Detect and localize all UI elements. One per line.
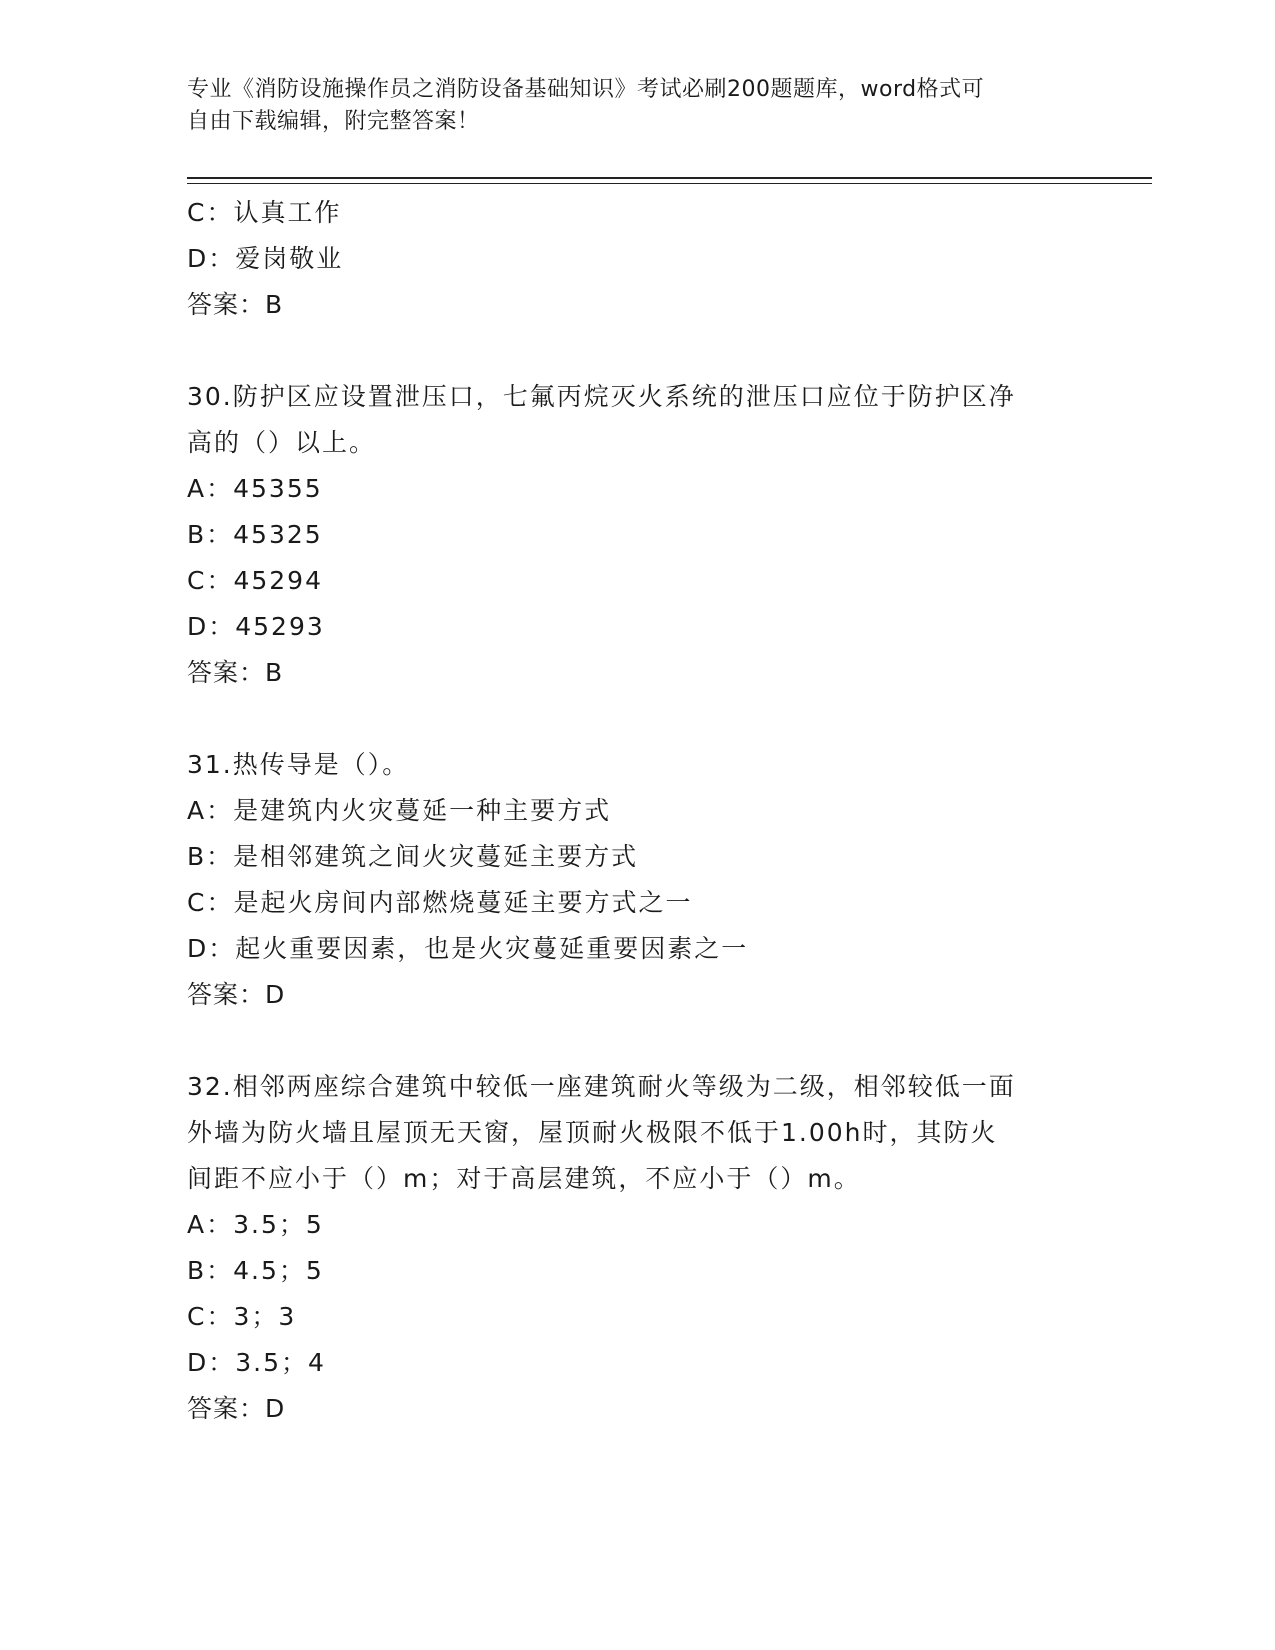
- option-a: A：45355: [187, 474, 323, 503]
- answer: 答案：B: [187, 658, 284, 687]
- question-text-line: 间距不应小于（）m；对于高层建筑，不应小于（）m。: [187, 1164, 861, 1193]
- spacer: [187, 696, 1087, 742]
- question-text-line: 31.热传导是（）。: [187, 750, 410, 779]
- option-b: B：4.5；5: [187, 1256, 324, 1285]
- option-c: C：认真工作: [187, 198, 342, 227]
- question-list: [187, 190, 1087, 1432]
- spacer: [187, 1018, 1087, 1064]
- option-a: A：是建筑内火灾蔓延一种主要方式: [187, 796, 612, 825]
- option-c: C：3；3: [187, 1302, 297, 1331]
- answer: 答案：B: [187, 290, 284, 319]
- option-d: D：3.5；4: [187, 1348, 326, 1377]
- question-text-line: 高的（）以上。: [187, 428, 377, 457]
- header-line-1: 专业《消防设施操作员之消防设备基础知识》考试必刷200题题库，word格式可: [187, 77, 985, 102]
- answer: 答案：D: [187, 1394, 286, 1423]
- option-d: D：45293: [187, 612, 325, 641]
- option-a: A：3.5；5: [187, 1210, 324, 1239]
- question-text-line: 外墙为防火墙且屋顶无天窗，屋顶耐火极限不低于1.00h时，其防火: [187, 1118, 998, 1147]
- spacer: [187, 328, 1087, 374]
- option-d: D：爱岗敬业: [187, 244, 344, 273]
- question-29-tail: [187, 190, 1087, 328]
- header-rule-thick: [187, 177, 1152, 179]
- header-rule-thin: [187, 183, 1152, 184]
- answer: 答案：D: [187, 980, 286, 1009]
- option-b: B：是相邻建筑之间火灾蔓延主要方式: [187, 842, 639, 871]
- option-d: D：起火重要因素，也是火灾蔓延重要因素之一: [187, 934, 749, 963]
- option-c: C：45294: [187, 566, 323, 595]
- option-c: C：是起火房间内部燃烧蔓延主要方式之一: [187, 888, 693, 917]
- question-text-line: 32.相邻两座综合建筑中较低一座建筑耐火等级为二级，相邻较低一面: [187, 1072, 1016, 1101]
- document-header: [187, 74, 1087, 138]
- question-30: [187, 374, 1087, 696]
- question-32: [187, 1064, 1087, 1432]
- option-b: B：45325: [187, 520, 323, 549]
- question-text-line: 30.防护区应设置泄压口，七氟丙烷灭火系统的泄压口应位于防护区净: [187, 382, 1016, 411]
- question-31: [187, 742, 1087, 1018]
- header-line-2: 自由下载编辑，附完整答案！: [187, 109, 480, 134]
